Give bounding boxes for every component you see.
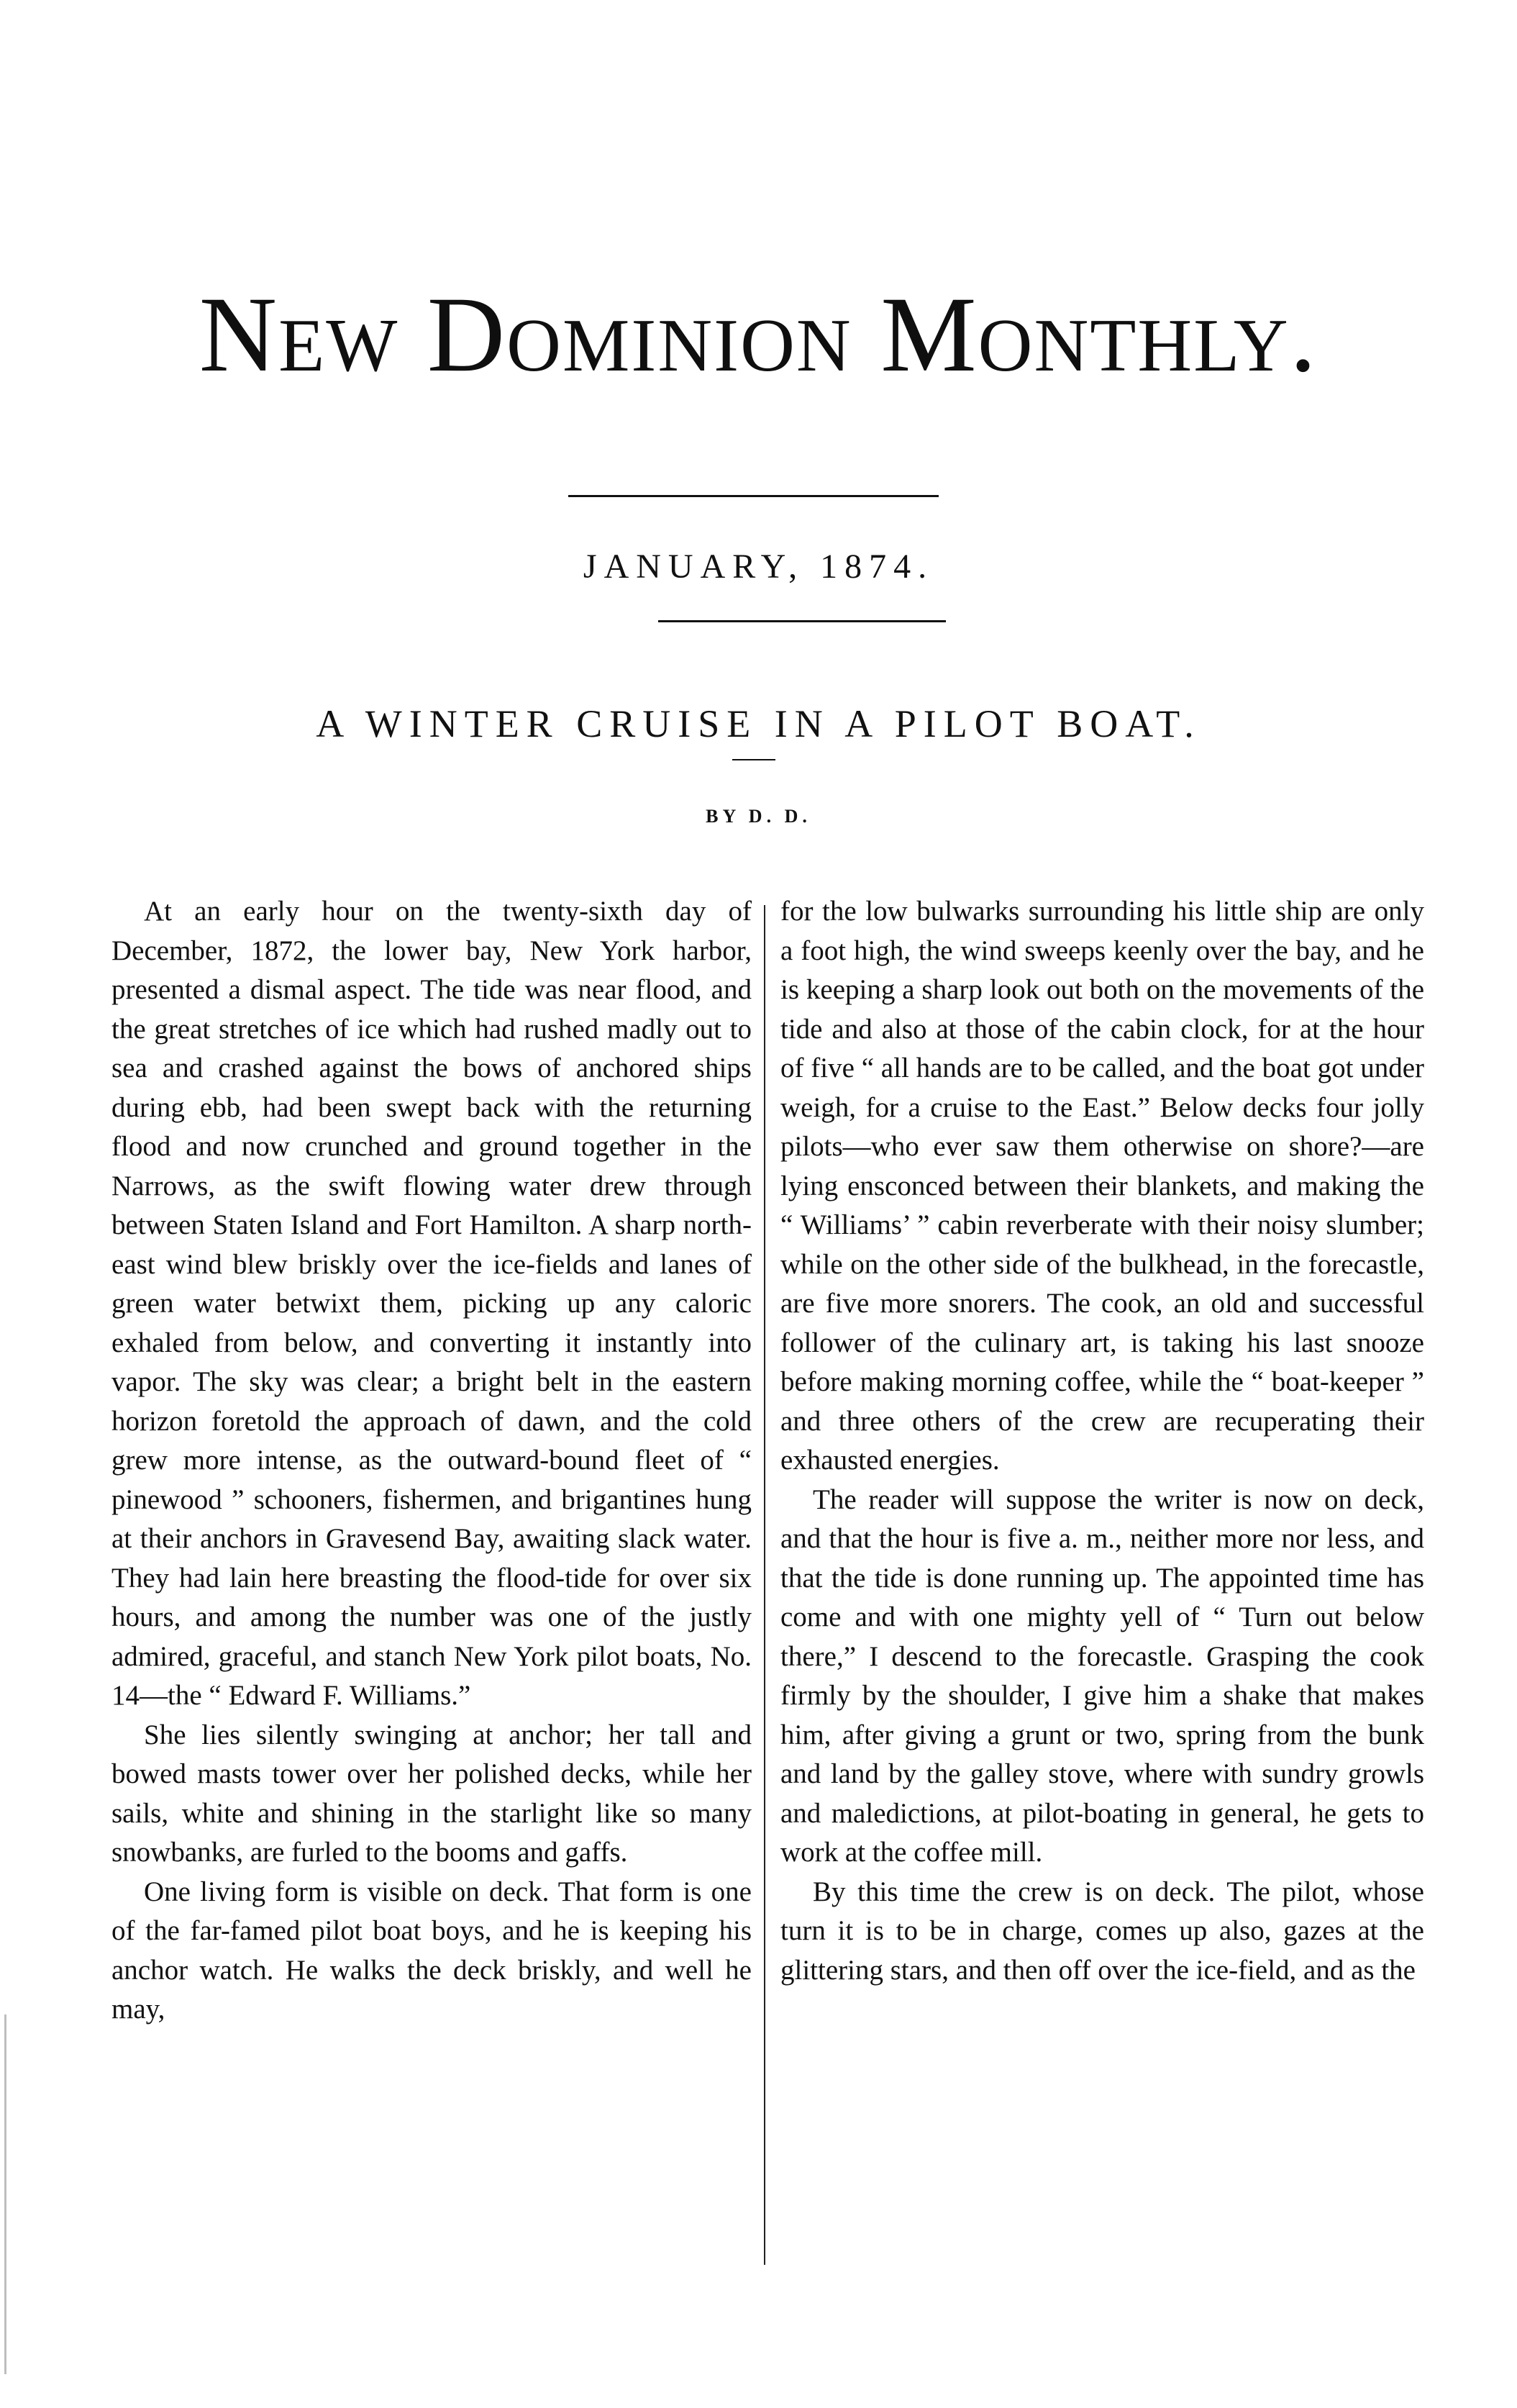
- masthead-rule-bottom: [658, 620, 946, 622]
- left-column: [111, 892, 752, 2030]
- paragraph: One living form is visible on deck. That form is one of the far-famed pilot boat boys, and he is keeping his anchor watch. He walks the deck briskly, and well he may,: [111, 1876, 752, 2025]
- paragraph: At an early hour on the twenty-sixth day of December, 1872, the lower bay, New York harbor, presented a dismal aspect. The tide was near flood, and the great stretches of ice which had rushed madly out to sea and crashed against the bows of anchored ships during ebb, had been swept back with the returning flood and now crunched and ground together in the Narrows, as the swift flowing water drew through between Staten Island and Fort Hamilton. A sharp north-east wind blew briskly over the ice-fields and lanes of green water betwixt them, picking up any caloric exhaled from below, and converting it instantly into vapor. The sky was clear; a bright belt in the eastern horizon foretold the approach of dawn, and the cold grew more intense, as the outward-bound fleet of “ pinewood ” schooners, fishermen, and brigantines hung at their anchors in Gravesend Bay, awaiting slack water. They had lain here breasting the flood-tide for over six hours, and among the number was one of the justly admired, graceful, and stanch New York pilot boats, No. 14—the “ Edward F. Williams.”: [111, 896, 752, 1711]
- right-column: [780, 892, 1424, 1990]
- scan-edge-mark: [4, 2014, 6, 2374]
- masthead-title: New Dominion Monthly.: [199, 275, 1318, 394]
- paragraph: She lies silently swinging at anchor; her tall and bowed masts tower over her polished decks, while her sails, white and shining in the starlight like so many snowbanks, are furled to the booms and gaffs.: [111, 1719, 752, 1868]
- title-rule: [732, 759, 775, 760]
- paragraph: for the low bulwarks surrounding his little ship are only a foot high, the wind sweeps keenly over the bay, and he is keeping a sharp look out both on the movements of the tide and also at those of the cabin clock, for at the hour of five “ all hands are to be called, and the boat got under weigh, for a cruise to the East.” Below decks four jolly pilots—who ever saw them otherwise on shore?—are lying ensconced between their blankets, and making the “ Williams’ ” cabin reverberate with their noisy slumber; while on the other side of the bulkhead, in the forecastle, are five more snorers. The cook, an old and successful follower of the culinary art, is taking his last snooze before making morning coffee, while the “ boat-keeper ” and three others of the crew are recuperating their exhausted energies.: [780, 896, 1424, 1476]
- article-title: A WINTER CRUISE IN A PILOT BOAT.: [316, 702, 1201, 745]
- column-divider: [764, 905, 765, 2265]
- paragraph: By this time the crew is on deck. The pilot, whose turn it is to be in charge, comes up also, gazes at the glittering stars, and then off over the ice-field, and as the: [780, 1876, 1424, 1986]
- article-byline: BY D. D.: [706, 806, 811, 827]
- masthead-rule-top: [568, 495, 939, 497]
- paragraph: The reader will suppose the writer is now on deck, and that the hour is five a. m., neither more nor less, and that the tide is done running up. The appointed time has come and with one mighty yell of “ Turn out below there,” I descend to the forecastle. Grasping the cook firmly by the shoulder, I give him a shake that makes him, after giving a grunt or two, spring from the bunk and land by the galley stove, where with sundry growls and maledictions, at pilot-boating in general, he gets to work at the coffee mill.: [780, 1484, 1424, 1868]
- issue-date: JANUARY, 1874.: [583, 548, 934, 586]
